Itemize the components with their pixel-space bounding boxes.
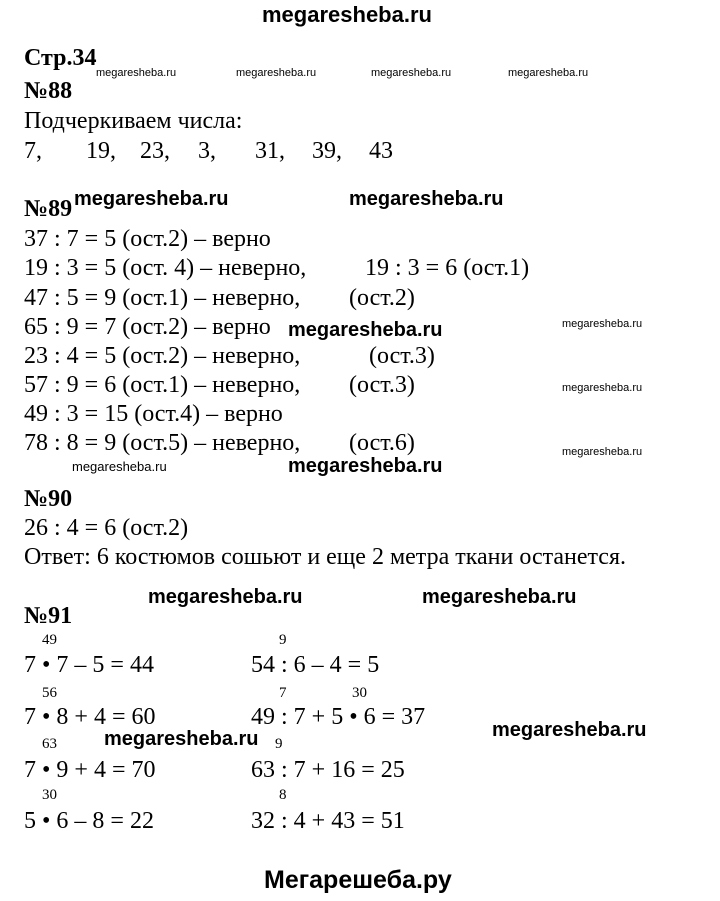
watermark-big: megaresheba.ru xyxy=(288,455,443,477)
equation-line: 47 : 5 = 9 (ост.1) – неверно, xyxy=(24,285,301,311)
number-item: 31, xyxy=(255,138,285,164)
watermark-small: megaresheba.ru xyxy=(562,318,643,330)
intermediate-value: 56 xyxy=(42,685,57,701)
number-item: 43 xyxy=(369,138,393,164)
watermark-small: megaresheba.ru xyxy=(562,382,643,394)
answer-text: Ответ: 6 костюмов сошьют и еще 2 метра ткани останется. xyxy=(24,544,626,570)
watermark-small: megaresheba.ru xyxy=(236,67,317,79)
watermark-big: megaresheba.ru xyxy=(288,319,443,341)
exercise-91-title: №91 xyxy=(24,603,73,629)
equation-line: 7 • 8 + 4 = 60 xyxy=(24,704,156,730)
intermediate-value: 49 xyxy=(42,632,57,648)
equation-line: 78 : 8 = 9 (ост.5) – неверно, xyxy=(24,430,301,456)
number-item: 39, xyxy=(312,138,342,164)
watermark-small: megaresheba.ru xyxy=(371,67,452,79)
number-item: 23, xyxy=(140,138,170,164)
watermark-small: megaresheba.ru xyxy=(72,459,167,474)
correction-text: (ост.6) xyxy=(349,430,415,456)
intermediate-value: 8 xyxy=(279,787,287,803)
intermediate-value: 30 xyxy=(42,787,57,803)
correction-text: (ост.3) xyxy=(349,372,415,398)
correction-text: 19 : 3 = 6 (ост.1) xyxy=(365,255,530,281)
intermediate-value: 30 xyxy=(352,685,367,701)
equation-line: 26 : 4 = 6 (ост.2) xyxy=(24,515,189,541)
equation-line: 23 : 4 = 5 (ост.2) – неверно, xyxy=(24,343,301,369)
exercise-88-title: №88 xyxy=(24,78,73,104)
number-item: 19, xyxy=(86,138,116,164)
equation-line: 5 • 6 – 8 = 22 xyxy=(24,808,154,834)
exercise-90-title: №90 xyxy=(24,486,73,512)
watermark-small: megaresheba.ru xyxy=(96,67,177,79)
equation-line: 65 : 9 = 7 (ост.2) – верно xyxy=(24,314,271,340)
watermark-big: megaresheba.ru xyxy=(148,586,303,608)
page-label: Стр.34 xyxy=(24,45,97,71)
equation-line: 49 : 3 = 15 (ост.4) – верно xyxy=(24,401,283,427)
exercise-88-instruction: Подчеркиваем числа: xyxy=(24,108,243,134)
watermark-big: megaresheba.ru xyxy=(74,188,229,210)
intermediate-value: 9 xyxy=(279,632,287,648)
watermark-big: megaresheba.ru xyxy=(422,586,577,608)
watermark-big: megaresheba.ru xyxy=(492,719,647,741)
equation-line: 37 : 7 = 5 (ост.2) – верно xyxy=(24,226,271,252)
watermark-small: megaresheba.ru xyxy=(562,446,643,458)
equation-line: 19 : 3 = 5 (ост. 4) – неверно, xyxy=(24,255,307,281)
intermediate-value: 7 xyxy=(279,685,287,701)
equation-line: 7 • 7 – 5 = 44 xyxy=(24,652,154,678)
number-item: 3, xyxy=(198,138,216,164)
equation-line: 57 : 9 = 6 (ост.1) – неверно, xyxy=(24,372,301,398)
equation-line: 54 : 6 – 4 = 5 xyxy=(251,652,380,678)
intermediate-value: 9 xyxy=(275,736,283,752)
number-item: 7, xyxy=(24,138,42,164)
watermark-small: megaresheba.ru xyxy=(508,67,589,79)
header-watermark: megaresheba.ru xyxy=(262,2,432,27)
equation-line: 49 : 7 + 5 • 6 = 37 xyxy=(251,704,426,730)
exercise-89-title: №89 xyxy=(24,196,73,222)
correction-text: (ост.2) xyxy=(349,285,415,311)
watermark-big: megaresheba.ru xyxy=(104,728,259,750)
correction-text: (ост.3) xyxy=(369,343,435,369)
equation-line: 7 • 9 + 4 = 70 xyxy=(24,757,156,783)
intermediate-value: 63 xyxy=(42,736,57,752)
watermark-big: megaresheba.ru xyxy=(349,188,504,210)
footer-watermark: Мегарешеба.ру xyxy=(264,866,452,894)
equation-line: 32 : 4 + 43 = 51 xyxy=(251,808,405,834)
equation-line: 63 : 7 + 16 = 25 xyxy=(251,757,405,783)
